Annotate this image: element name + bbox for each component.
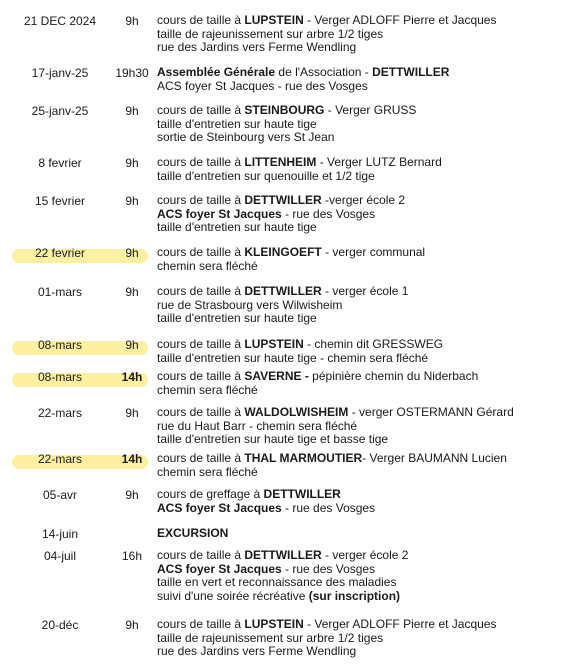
- description-line: [157, 312, 567, 326]
- bold-text: ACS foyer St Jacques: [157, 206, 282, 221]
- text: rue du Haut Barr - chemin sera fléché: [157, 418, 358, 433]
- event-date: 05-avr: [42, 488, 77, 502]
- event-description: [157, 488, 567, 515]
- event-description: [157, 14, 567, 55]
- bold-text: Assemblée Générale: [157, 65, 276, 79]
- event-time: 9h: [125, 618, 139, 632]
- bold-text: THAL MARMOUTIER: [244, 451, 363, 465]
- bold-text: LUPSTEIN: [244, 337, 304, 351]
- event-time: 9h: [125, 194, 139, 208]
- event-description: [157, 527, 567, 541]
- text: taille d'entretien sur haute tige - chemin sera fléché: [157, 350, 429, 365]
- event-time: 19h30: [115, 66, 149, 80]
- text: taille d'entretien sur haute tige: [157, 311, 317, 325]
- description-line: [157, 502, 567, 516]
- bold-text: DETTWILLER: [372, 65, 450, 79]
- text: chemin sera fléché: [157, 258, 258, 273]
- description-line: [157, 466, 567, 480]
- description-line: [157, 260, 567, 274]
- description-line: [157, 370, 567, 384]
- event-description: [157, 618, 567, 659]
- text: taille d'entretien sur quenouille et 1/2 tige: [157, 168, 375, 183]
- text: cours de taille à: [157, 193, 245, 207]
- description-line: [157, 632, 567, 646]
- description-line: [157, 645, 567, 659]
- text: - rue des Vosges: [281, 500, 376, 515]
- text: cours de taille à: [157, 405, 245, 419]
- description-line: [157, 384, 567, 398]
- text: taille d'entretien sur haute tige: [157, 220, 317, 234]
- text: cours de taille à: [157, 155, 245, 169]
- event-time: 9h: [125, 285, 139, 299]
- text: cours de taille à: [157, 13, 245, 27]
- bold-text: SAVERNE -: [244, 369, 309, 383]
- text: chemin sera fléché: [157, 382, 258, 397]
- description-line: [157, 246, 567, 260]
- bold-text: (sur inscription): [308, 588, 401, 603]
- event-description: [157, 66, 567, 93]
- event-date: 04-juil: [43, 549, 76, 563]
- description-line: [157, 285, 567, 299]
- text: taille de rajeunissement sur arbre 1/2 tiges: [157, 630, 384, 645]
- description-line: [157, 221, 567, 235]
- description-line: [157, 208, 567, 222]
- text: - Verger ADLOFF Pierre et Jacques: [303, 617, 497, 631]
- event-time: 9h: [125, 156, 139, 170]
- event-description: [157, 194, 567, 235]
- text: sortie de Steinbourg vers St Jean: [157, 130, 335, 144]
- event-time: 14h: [121, 370, 143, 384]
- bold-text: ACS foyer St Jacques: [157, 561, 282, 576]
- event-time: 9h: [125, 406, 139, 420]
- bold-text: WALDOLWISHEIM: [244, 405, 349, 419]
- bold-text: KLEINGOEFT: [244, 245, 322, 259]
- bold-text: LUPSTEIN: [244, 617, 304, 631]
- text: suivi d'une soirée récréative: [157, 588, 309, 603]
- event-description: [157, 104, 567, 145]
- description-line: [157, 452, 567, 466]
- text: - Verger ADLOFF Pierre et Jacques: [303, 13, 497, 27]
- event-date: 22-mars: [37, 452, 82, 466]
- description-line: [157, 194, 567, 208]
- description-line: [157, 338, 567, 352]
- text: - verger OSTERMANN Gérard: [348, 405, 514, 419]
- text: rue de Strasbourg vers Wilwisheim: [157, 297, 343, 312]
- text: cours de taille à: [157, 284, 245, 298]
- description-line: [157, 406, 567, 420]
- text: taille en vert et reconnaissance des maladies: [157, 575, 397, 589]
- event-time: 9h: [125, 488, 139, 502]
- description-line: [157, 549, 567, 563]
- event-time: 14h: [121, 452, 143, 466]
- text: pépinière chemin du Niderbach: [308, 369, 479, 383]
- event-date: 22 fevrier: [34, 246, 86, 260]
- bold-text: EXCURSION: [157, 526, 229, 540]
- text: cours de taille à: [157, 451, 245, 465]
- description-line: [157, 433, 567, 447]
- bold-text: ACS foyer St Jacques: [157, 500, 282, 515]
- event-date: 21 DEC 2024: [23, 14, 97, 28]
- text: - rue des Vosges: [281, 206, 376, 221]
- bold-text: LITTENHEIM: [244, 155, 317, 169]
- text: - verger école 2: [321, 548, 409, 562]
- text: cours de greffage à: [157, 487, 264, 501]
- bold-text: DETTWILLER: [244, 284, 322, 298]
- event-description: [157, 285, 567, 326]
- description-line: [157, 41, 567, 55]
- text: cours de taille à: [157, 245, 245, 259]
- description-line: [157, 527, 567, 541]
- event-date: 20-déc: [41, 618, 79, 632]
- description-line: [157, 590, 567, 604]
- text: - verger école 1: [321, 284, 409, 298]
- text: chemin sera fléché: [157, 464, 258, 479]
- description-line: [157, 131, 567, 145]
- description-line: [157, 66, 567, 80]
- text: rue des Jardins vers Ferme Wendling: [157, 40, 357, 54]
- event-date: 08-mars: [37, 338, 82, 352]
- event-date: 01-mars: [37, 285, 82, 299]
- description-line: [157, 488, 567, 502]
- text: taille d'entretien sur haute tige: [157, 116, 317, 131]
- text: - verger communal: [321, 245, 426, 259]
- bold-text: STEINBOURG: [244, 103, 325, 117]
- description-line: [157, 170, 567, 184]
- event-date: 8 fevrier: [38, 156, 82, 170]
- text: - Verger BAUMANN Lucien: [362, 451, 507, 465]
- event-time: 16h: [121, 549, 143, 563]
- event-time: 9h: [125, 338, 139, 352]
- text: -verger école 2: [321, 193, 406, 207]
- bold-text: LUPSTEIN: [244, 13, 304, 27]
- description-line: [157, 28, 567, 42]
- description-line: [157, 563, 567, 577]
- event-description: [157, 338, 567, 365]
- text: cours de taille à: [157, 103, 245, 117]
- text: taille de rajeunissement sur arbre 1/2 tiges: [157, 26, 384, 41]
- event-date: 15 fevrier: [34, 194, 86, 208]
- text: rue des Jardins vers Ferme Wendling: [157, 644, 357, 658]
- text: - Verger LUTZ Bernard: [316, 155, 442, 169]
- bold-text: DETTWILLER: [263, 487, 341, 501]
- text: cours de taille à: [157, 548, 245, 562]
- event-description: [157, 370, 567, 397]
- description-line: [157, 14, 567, 28]
- text: cours de taille à: [157, 337, 245, 351]
- event-description: [157, 406, 567, 447]
- event-date: 08-mars: [37, 370, 82, 384]
- text: ACS foyer St Jacques - rue des Vosges: [157, 78, 368, 93]
- text: - chemin dit GRESSWEG: [303, 337, 444, 351]
- description-line: [157, 156, 567, 170]
- description-line: [157, 299, 567, 313]
- description-line: [157, 576, 567, 590]
- bold-text: DETTWILLER: [244, 548, 322, 562]
- description-line: [157, 352, 567, 366]
- event-date: 14-juin: [41, 527, 79, 541]
- event-description: [157, 246, 567, 273]
- description-line: [157, 104, 567, 118]
- text: de l'Association -: [275, 65, 373, 79]
- description-line: [157, 118, 567, 132]
- text: cours de taille à: [157, 369, 245, 383]
- description-line: [157, 80, 567, 94]
- event-date: 17-janv-25: [31, 66, 89, 80]
- event-time: 9h: [125, 14, 139, 28]
- description-line: [157, 618, 567, 632]
- event-description: [157, 156, 567, 183]
- event-description: [157, 452, 567, 479]
- event-time: 9h: [125, 104, 139, 118]
- text: - Verger GRUSS: [324, 103, 417, 117]
- event-date: 22-mars: [37, 406, 82, 420]
- event-date: 25-janv-25: [31, 104, 89, 118]
- text: cours de taille à: [157, 617, 245, 631]
- text: - rue des Vosges: [281, 561, 376, 576]
- event-time: 9h: [125, 246, 139, 260]
- event-description: [157, 549, 567, 603]
- bold-text: DETTWILLER: [244, 193, 322, 207]
- description-line: [157, 420, 567, 434]
- text: taille d'entretien sur haute tige et basse tige: [157, 432, 389, 446]
